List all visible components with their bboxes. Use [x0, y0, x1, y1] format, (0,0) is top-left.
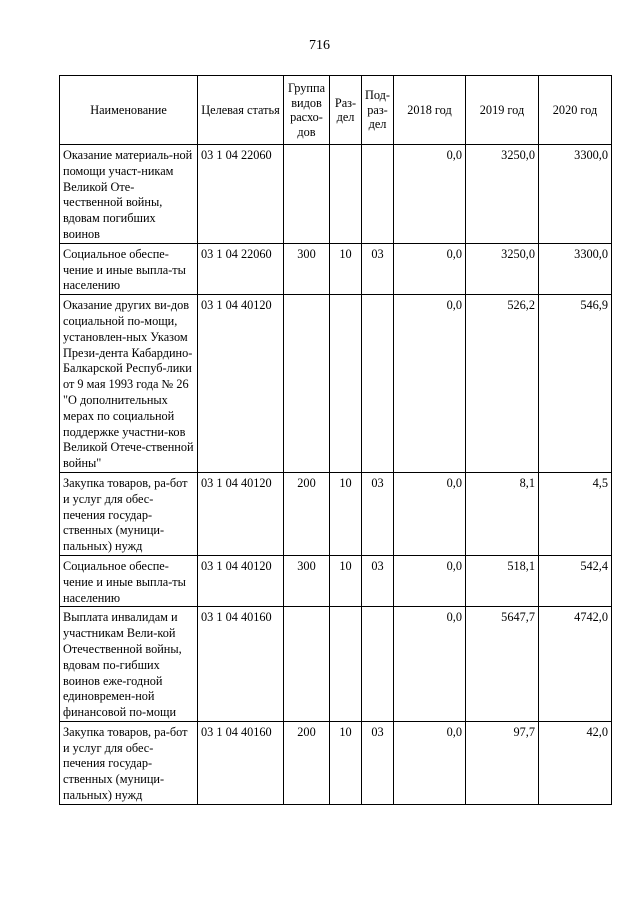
table-row — [60, 607, 612, 722]
row-2018-cell: 0,0 — [394, 721, 466, 804]
row-section-cell — [330, 295, 362, 473]
row-section-cell — [330, 145, 362, 244]
table-row — [60, 145, 612, 244]
row-2018-cell: 0,0 — [394, 243, 466, 294]
row-group-cell — [284, 295, 330, 473]
header-target: Целевая статья — [198, 76, 284, 145]
row-2019-cell: 526,2 — [466, 295, 539, 473]
header-2020: 2020 год — [539, 76, 612, 145]
row-group-cell: 300 — [284, 555, 330, 606]
row-subsection-cell: 03 — [362, 472, 394, 555]
row-2020-cell: 3300,0 — [539, 243, 612, 294]
row-subsection-cell — [362, 145, 394, 244]
row-2020-cell: 542,4 — [539, 555, 612, 606]
row-target-cell: 03 1 04 22060 — [198, 145, 284, 244]
header-name: Наименование — [60, 76, 198, 145]
row-section-cell: 10 — [330, 472, 362, 555]
header-subsection: Под-раз-дел — [362, 76, 394, 145]
table-row — [60, 295, 612, 473]
table-row — [60, 243, 612, 294]
row-target-cell: 03 1 04 22060 — [198, 243, 284, 294]
row-2018-cell: 0,0 — [394, 555, 466, 606]
row-section-cell: 10 — [330, 243, 362, 294]
row-group-cell: 300 — [284, 243, 330, 294]
row-2018-cell: 0,0 — [394, 607, 466, 722]
row-section-cell: 10 — [330, 555, 362, 606]
row-subsection-cell: 03 — [362, 243, 394, 294]
budget-table — [59, 75, 612, 805]
row-subsection-cell: 03 — [362, 721, 394, 804]
row-2019-cell: 8,1 — [466, 472, 539, 555]
row-2019-cell: 97,7 — [466, 721, 539, 804]
row-2019-cell: 5647,7 — [466, 607, 539, 722]
row-name-cell: Социальное обеспе-чение и иные выпла-ты населению — [60, 555, 198, 606]
page-number: 716 — [309, 38, 330, 53]
row-name-cell: Социальное обеспе-чение и иные выпла-ты населению — [60, 243, 198, 294]
row-2019-cell: 3250,0 — [466, 145, 539, 244]
row-group-cell: 200 — [284, 472, 330, 555]
row-target-cell: 03 1 04 40160 — [198, 721, 284, 804]
row-target-cell: 03 1 04 40160 — [198, 607, 284, 722]
row-subsection-cell — [362, 295, 394, 473]
row-section-cell — [330, 607, 362, 722]
row-2018-cell: 0,0 — [394, 472, 466, 555]
row-group-cell — [284, 145, 330, 244]
row-target-cell: 03 1 04 40120 — [198, 295, 284, 473]
table-row — [60, 472, 612, 555]
row-name-cell: Выплата инвалидам и участникам Вели-кой Отечественной войны, вдовам по-гибших воинов еже-годной единовремен-ной финансовой по-мощи — [60, 607, 198, 722]
row-subsection-cell — [362, 607, 394, 722]
header-2018: 2018 год — [394, 76, 466, 145]
row-name-cell: Оказание материаль-ной помощи участ-никам Великой Оте-чественной войны, вдовам погибших воинов — [60, 145, 198, 244]
row-2019-cell: 3250,0 — [466, 243, 539, 294]
table-header-row — [60, 76, 612, 145]
row-2019-cell: 518,1 — [466, 555, 539, 606]
row-name-cell: Оказание других ви-дов социальной по-мощи, установлен-ных Указом Прези-дента Кабардино-Балкарской Респуб-лики от 9 мая 1993 года № 26 "О дополнительных мерах по социальной поддержке участни-ков Великой Отече-ственной войны" — [60, 295, 198, 473]
row-target-cell: 03 1 04 40120 — [198, 472, 284, 555]
header-section: Раз-дел — [330, 76, 362, 145]
row-group-cell — [284, 607, 330, 722]
row-name-cell: Закупка товаров, ра-бот и услуг для обес-печения государ-ственных (муници-пальных) нужд — [60, 472, 198, 555]
row-2020-cell: 42,0 — [539, 721, 612, 804]
row-name-cell: Закупка товаров, ра-бот и услуг для обес-печения государ-ственных (муници-пальных) нужд — [60, 721, 198, 804]
row-section-cell: 10 — [330, 721, 362, 804]
row-target-cell: 03 1 04 40120 — [198, 555, 284, 606]
table-row — [60, 555, 612, 606]
row-2020-cell: 3300,0 — [539, 145, 612, 244]
row-2018-cell: 0,0 — [394, 295, 466, 473]
header-group: Группа видов расхо-дов — [284, 76, 330, 145]
row-2020-cell: 4,5 — [539, 472, 612, 555]
row-2018-cell: 0,0 — [394, 145, 466, 244]
table-row — [60, 721, 612, 804]
row-group-cell: 200 — [284, 721, 330, 804]
header-2019: 2019 год — [466, 76, 539, 145]
row-2020-cell: 4742,0 — [539, 607, 612, 722]
row-2020-cell: 546,9 — [539, 295, 612, 473]
row-subsection-cell: 03 — [362, 555, 394, 606]
